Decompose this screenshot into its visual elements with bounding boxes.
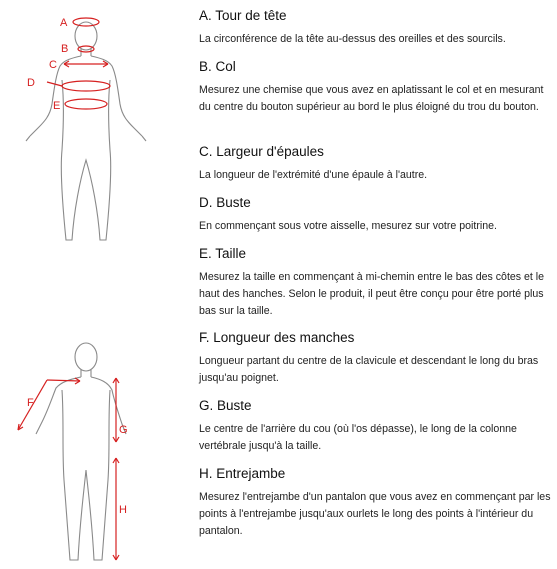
- section-title: F. Longueur des manches: [199, 330, 355, 345]
- section-title: E. Taille: [199, 246, 247, 261]
- section-title: A. Tour de tête: [199, 8, 287, 23]
- section-description: Mesurez la taille en commençant à mi-chemin entre le bas des côtes et le haut des hanches. Selon le produit, il peut être conçu pour être porté plus bas sur la taille.: [199, 271, 545, 317]
- section-description: La circonférence de la tête au-dessus des oreilles et des sourcils.: [199, 33, 506, 45]
- section-description: Mesurez l'entrejambe d'un pantalon que vous avez en commençant par les points à l'entrejambe jusqu'aux ourlets le long des points à l'intérieur du pantalon.: [199, 491, 551, 537]
- front-letter-labels: [27, 17, 68, 112]
- section-chest: [199, 194, 497, 235]
- section-description: Mesurez une chemise que vous avez en aplatissant le col et en mesurant du centre du bouton supérieur au bord le plus éloigné du trou du bouton.: [199, 84, 544, 113]
- label-b: B: [61, 43, 69, 55]
- section-title: H. Entrejambe: [199, 466, 286, 481]
- side-body-figure: [36, 343, 126, 560]
- section-title: G. Buste: [199, 398, 252, 413]
- label-f: F: [27, 397, 34, 409]
- label-d: D: [27, 77, 35, 89]
- section-waist: [199, 245, 551, 320]
- section-title: D. Buste: [199, 195, 251, 210]
- section-description: En commençant sous votre aisselle, mesurez sur votre poitrine.: [199, 220, 497, 232]
- body-diagrams: [0, 0, 195, 569]
- section-description: Longueur partant du centre de la clavicule et descendant le long du bras jusqu'au poignet.: [199, 355, 539, 384]
- label-e: E: [53, 100, 61, 112]
- side-letter-labels: [27, 397, 128, 516]
- section-collar: [199, 58, 551, 116]
- section-back-length: [199, 397, 551, 455]
- section-inseam: [199, 465, 551, 540]
- section-title: B. Col: [199, 59, 236, 74]
- section-sleeve-length: [199, 329, 551, 387]
- section-head-circumference: [199, 7, 506, 48]
- label-h: H: [119, 504, 127, 516]
- section-description: La longueur de l'extrémité d'une épaule à l'autre.: [199, 169, 428, 181]
- section-description: Le centre de l'arrière du cou (où l'os dépasse), le long de la colonne vertébrale jusqu'à la taille.: [199, 423, 517, 452]
- label-g: G: [119, 424, 128, 436]
- section-shoulder-width: [199, 143, 427, 184]
- label-a: A: [60, 17, 68, 29]
- front-body-figure: [26, 22, 146, 240]
- measurement-figures: [0, 0, 195, 569]
- section-title: C. Largeur d'épaules: [199, 144, 324, 159]
- label-c: C: [49, 59, 57, 71]
